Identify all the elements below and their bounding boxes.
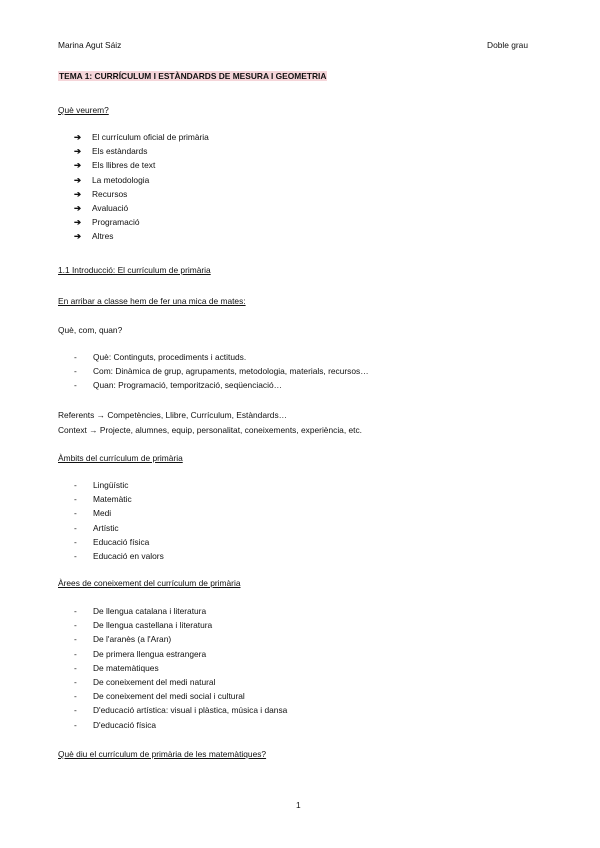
list-item: ➔ Recursos	[74, 187, 209, 201]
dash-bullet: -	[74, 620, 77, 631]
que-veurem-list	[74, 130, 209, 244]
arrow-icon: ➔	[74, 231, 82, 242]
list-item: - Matemàtic	[74, 492, 164, 506]
list-item: - Educació física	[74, 535, 164, 549]
referents-line: Referents → Competències, Llibre, Currículum, Estàndards…	[58, 410, 288, 420]
list-item: - De coneixement del medi social i cultural	[74, 689, 287, 703]
list-item: - De matemàtiques	[74, 661, 287, 675]
list-item: - De l'aranès (a l'Aran)	[74, 632, 287, 646]
list-item: - De llengua castellana i literatura	[74, 618, 287, 632]
list-item: - Artístic	[74, 521, 164, 535]
list-item: - De llengua catalana i literatura	[74, 604, 287, 618]
dash-bullet: -	[74, 705, 77, 716]
dash-bullet: -	[74, 719, 77, 730]
list-item: - De coneixement del medi natural	[74, 675, 287, 689]
list-item: - D'educació física	[74, 718, 287, 732]
list-item: - Medi	[74, 506, 164, 520]
que-com-quan-list	[74, 350, 369, 393]
list-item: ➔ La metodologia	[74, 173, 209, 187]
heading-mates: En arribar a classe hem de fer una mica de mates:	[58, 296, 246, 306]
list-item: - Lingüístic	[74, 478, 164, 492]
document-title: TEMA 1: CURRÍCULUM I ESTÀNDARDS DE MESURA I GEOMETRIA	[59, 71, 327, 81]
dash-bullet: -	[74, 352, 77, 362]
dash-bullet: -	[74, 480, 77, 490]
heading-final: Què diu el currículum de primària de les matemàtiques?	[58, 749, 267, 759]
arrow-icon: ➔	[74, 174, 82, 185]
ambits-list	[74, 478, 164, 563]
question-que-com-quan: Què, com, quan?	[58, 325, 123, 335]
arrow-icon: ➔	[74, 132, 82, 142]
arrow-icon: ➔	[74, 146, 82, 157]
dash-bullet: -	[74, 522, 77, 533]
list-item: - Com: Dinàmica de grup, agrupaments, metodologia, materials, recursos…	[74, 364, 369, 378]
arrow-icon: ➔	[74, 202, 82, 213]
arrow-icon: ➔	[74, 188, 82, 199]
list-item: - Quan: Programació, temporització, seqüenciació…	[74, 378, 369, 392]
dash-bullet: -	[74, 662, 77, 673]
list-item: - Què: Continguts, procediments i actituds.	[74, 350, 369, 364]
dash-bullet: -	[74, 366, 77, 377]
dash-bullet: -	[74, 536, 77, 547]
heading-arees: Àrees de coneixement del currículum de primària	[58, 578, 241, 588]
dash-bullet: -	[74, 606, 77, 616]
list-item: ➔ Avaluació	[74, 201, 209, 215]
dash-bullet: -	[74, 634, 77, 645]
list-item: - Educació en valors	[74, 549, 164, 563]
list-item: ➔ Altres	[74, 229, 209, 243]
list-item: - De primera llengua estrangera	[74, 647, 287, 661]
dash-bullet: -	[74, 676, 77, 687]
heading-introduccio: 1.1 Introducció: El currículum de primària	[58, 265, 211, 275]
dash-bullet: -	[74, 380, 77, 391]
arrow-icon: ➔	[74, 217, 82, 228]
arees-list	[74, 604, 287, 732]
dash-bullet: -	[74, 648, 77, 659]
list-item: ➔ Els estàndards	[74, 144, 209, 158]
heading-ambits: Àmbits del currículum de primària	[58, 453, 183, 463]
header-author: Marina Agut Sáiz	[58, 40, 122, 50]
heading-que-veurem: Què veurem?	[58, 105, 109, 115]
dash-bullet: -	[74, 691, 77, 702]
list-item: ➔ Programació	[74, 215, 209, 229]
context-line: Context → Projecte, alumnes, equip, personalitat, coneixements, experiència, etc.	[58, 425, 362, 435]
header-program: Doble grau	[487, 40, 528, 50]
dash-bullet: -	[74, 494, 77, 505]
dash-bullet: -	[74, 550, 77, 561]
arrow-icon: ➔	[74, 160, 82, 171]
list-item: ➔ El currículum oficial de primària	[74, 130, 209, 144]
list-item: - D'educació artística: visual i plàstica, música i dansa	[74, 703, 287, 717]
dash-bullet: -	[74, 508, 77, 519]
list-item: ➔ Els llibres de text	[74, 158, 209, 172]
page-number: 1	[296, 800, 301, 810]
